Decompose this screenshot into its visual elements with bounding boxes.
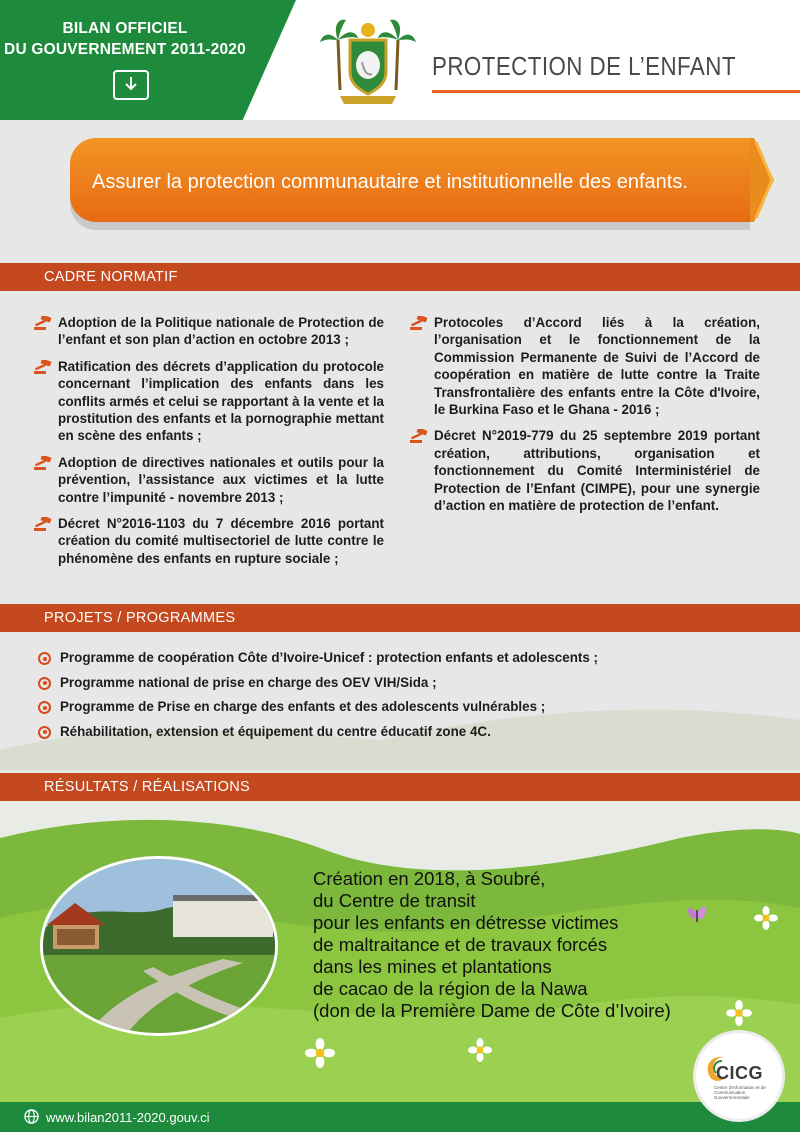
daisy-icon [726,1000,752,1026]
result-line: pour les enfants en détresse victimes [313,912,619,933]
cadre-item-text: Protocoles d’Accord liés à la création, l’organisation et le fonctionnement de la Commission Permanente de Suivi de l’Accord de coopération en matière de lutte contre la Traite Transfrontalière des enfants entre la Côte d'Ivoire, le Burkina Faso et le Ghana - 2016 ; [434,315,760,418]
cadre-item-text: Adoption de directives nationales et outils pour la prévention, l’assistance aux victimes et la lutte contre l’impunité - novembre 2013 ; [58,454,384,505]
projet-text: Réhabilitation, extension et équipement du centre éducatif zone 4C. [60,723,491,739]
result-line: (don de la Première Dame de Côte d’Ivoire) [313,1000,671,1021]
list-item [410,314,760,418]
cadre-item-text: Décret N°2019-779 du 25 septembre 2019 portant création, attributions, organisation et fonctionnement du Comité Interministériel de Protection de l’Enfant (CIMPE), pour une synergie d’action en matière de protection de l’enfant. [434,428,760,514]
gavel-icon [410,429,430,443]
result-line: de cacao de la région de la Nawa [313,978,588,999]
list-item [34,515,384,567]
objective-banner [70,138,774,230]
resultats-label: RÉSULTATS / RÉALISATIONS [44,779,250,795]
list-item [34,358,384,445]
badge-line-1: BILAN OFFICIEL [62,20,188,37]
daisy-icon [305,1038,335,1068]
badge-line-2: DU GOUVERNEMENT 2011-2020 [4,41,246,58]
photo-illustration [43,859,278,1036]
list-item [34,314,384,349]
coat-of-arms-icon [318,10,418,110]
target-icon [38,726,51,739]
daisy-icon [754,906,778,930]
daisy-icon [468,1038,492,1062]
result-line: de maltraitance et de travaux forcés [313,934,608,955]
list-item [38,650,738,675]
cicg-logo-text: CICG [716,1063,763,1083]
cadre-item-text: Décret N°2016-1103 du 7 décembre 2016 portant création du comité multisectoriel de lutte contre le phénomène des enfants en rupture sociale ; [58,516,384,566]
projet-text: Programme de Prise en charge des enfants et des adolescents vulnérables ; [60,699,546,714]
banner-arrow-icon [750,138,774,222]
gavel-icon [34,456,54,470]
result-description [313,868,733,1022]
cicg-logo-subtext: Centre d'Information et de Communication Gouvernementale [714,1085,766,1100]
gavel-icon [34,517,54,531]
banner-text: Assurer la protection communautaire et institutionnelle des enfants. [92,171,688,193]
list-item [34,454,384,506]
title-underline [432,90,800,93]
projets-list [38,650,738,748]
butterfly-icon [686,900,708,928]
download-icon[interactable] [113,70,149,100]
resultats-bar [0,773,800,801]
list-item [410,427,760,514]
gavel-icon [410,316,430,330]
cadre-normatif-right-column [410,314,760,523]
list-item [38,675,738,700]
result-line: dans les mines et plantations [313,956,552,977]
result-line: Création en 2018, à Soubré, [313,868,546,889]
banner-body [70,138,750,222]
gavel-icon [34,316,54,330]
section-title: PROTECTION DE L’ENFANT [432,51,736,81]
cicg-logo [696,1033,782,1119]
cadre-normatif-left-column [34,314,384,576]
badge-title [0,18,250,60]
gavel-icon [34,360,54,374]
globe-icon [24,1109,39,1124]
projet-text: Programme national de prise en charge des OEV VIH/Sida ; [60,674,437,690]
target-icon [38,677,51,690]
list-item [38,699,738,724]
result-line: du Centre de transit [313,890,476,911]
cadre-item-text: Adoption de la Politique nationale de Protection de l’enfant et son plan d’action en octobre 2013 ; [58,315,384,348]
list-item [38,724,738,749]
page-footer [0,1102,800,1132]
projet-text: Programme de coopération Côte d’Ivoire-Unicef : protection enfants et adolescents ; [60,650,598,665]
projets-bar [0,604,800,632]
page-header [0,0,800,120]
cadre-normatif-label: CADRE NORMATIF [44,269,178,285]
projets-label: PROJETS / PROGRAMMES [44,610,236,626]
target-icon [38,701,51,714]
cadre-item-text: Ratification des décrets d’application du protocole concernant l’implication des enfants dans les conflits armés et celui se rapportant à la vente et la prostitution des enfants et la pornographie mettant en scène des enfants ; [58,358,384,444]
website-link[interactable]: www.bilan2011-2020.gouv.ci [46,1110,210,1125]
transit-centre-photo [40,856,278,1036]
target-icon [38,652,51,665]
cadre-normatif-bar [0,263,800,291]
